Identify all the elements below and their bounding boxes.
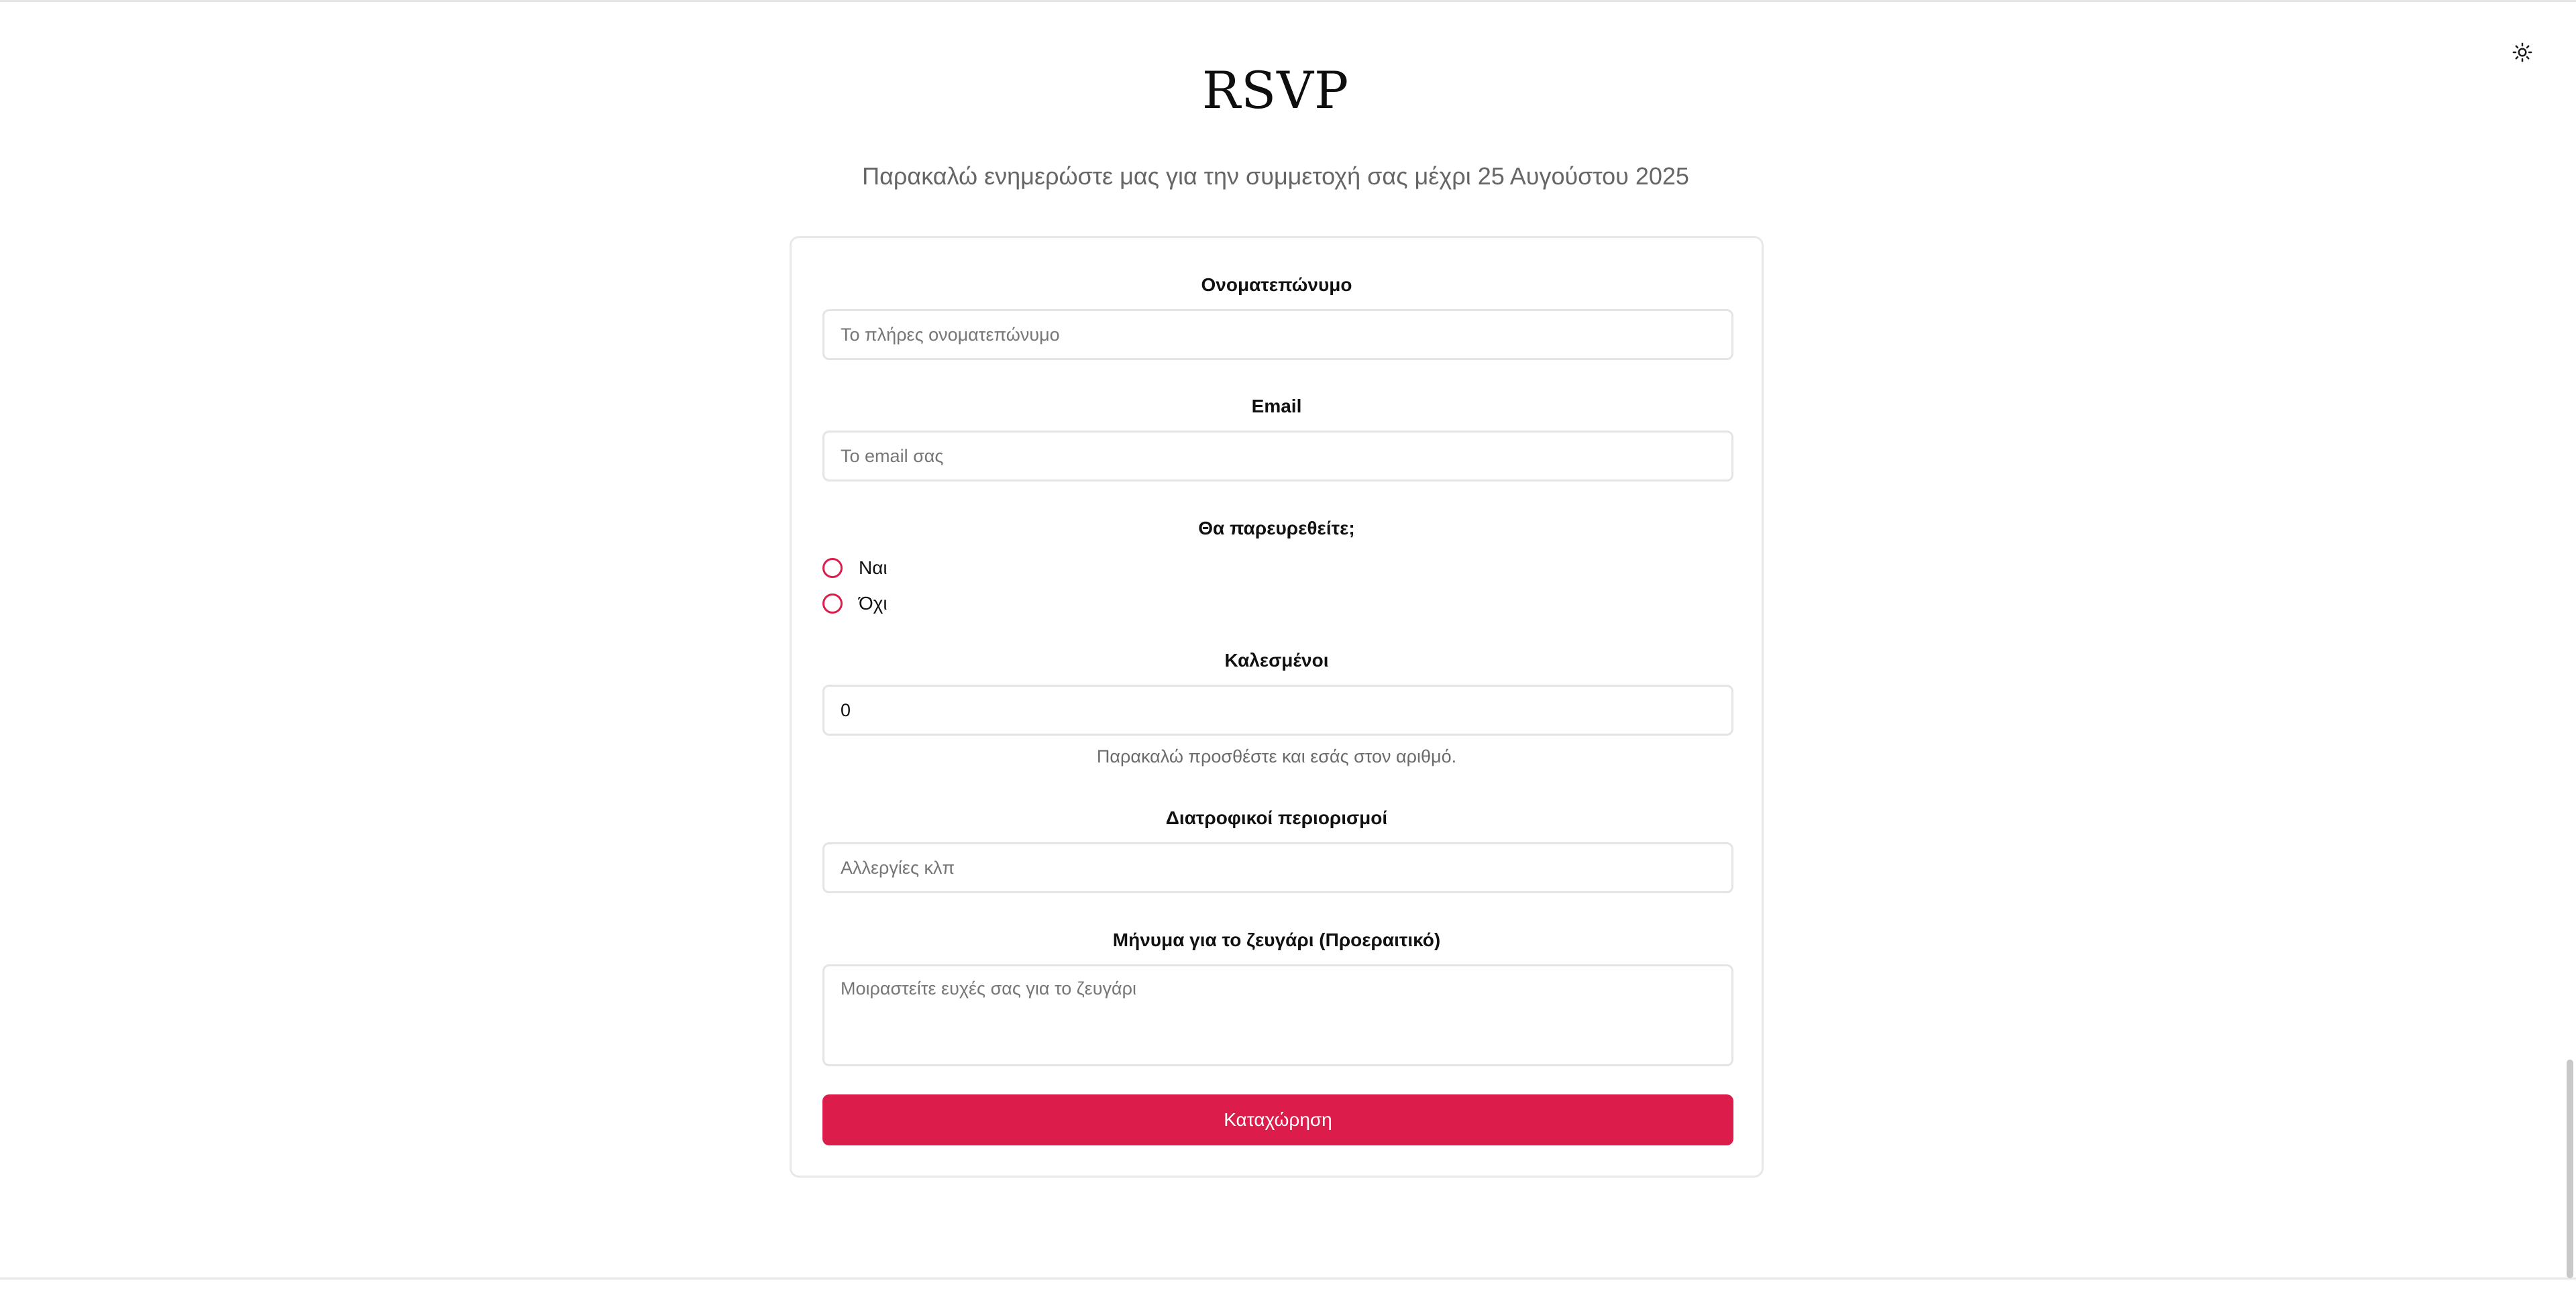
email-label: Email bbox=[1251, 396, 1302, 416]
dietary-input[interactable] bbox=[822, 842, 1733, 893]
radio-yes[interactable] bbox=[822, 558, 843, 578]
attendance-option-no[interactable] bbox=[822, 590, 888, 617]
dietary-label: Διατροφικοί περιορισμοί bbox=[1165, 807, 1388, 828]
message-label: Μήνυμα για το ζευγάρι (Προεραιτικό) bbox=[1112, 929, 1441, 950]
top-divider bbox=[0, 0, 2576, 2]
attendance-option-yes[interactable] bbox=[822, 555, 888, 581]
guests-label: Καλεσμένοι bbox=[1224, 650, 1329, 671]
name-label: Ονοματεπώνυμο bbox=[1201, 274, 1352, 295]
sun-icon bbox=[2512, 42, 2532, 62]
message-textarea[interactable] bbox=[822, 964, 1733, 1066]
attendance-label: Θα παρευρεθείτε; bbox=[1198, 518, 1355, 538]
footer-divider bbox=[0, 1278, 2576, 1280]
page-subtitle: Παρακαλώ ενημερώστε μας για την συμμετοχή σας μέχρι 25 Αυγούστου 2025 bbox=[862, 162, 1689, 190]
name-input[interactable] bbox=[822, 309, 1733, 360]
rsvp-form-card bbox=[790, 236, 1764, 1178]
guests-hint: Παρακαλώ προσθέστε και εσάς στον αριθμό. bbox=[1096, 746, 1457, 767]
radio-no-label: Όχι bbox=[859, 593, 888, 614]
submit-button[interactable] bbox=[822, 1094, 1733, 1145]
radio-no[interactable] bbox=[822, 593, 843, 614]
guests-input[interactable] bbox=[822, 685, 1733, 736]
radio-yes-label: Ναι bbox=[859, 557, 888, 578]
email-input[interactable] bbox=[822, 431, 1733, 481]
page-title: RSVP bbox=[1201, 60, 1350, 120]
page-scrollbar[interactable] bbox=[2567, 1060, 2573, 1278]
submit-button-label: Καταχώρηση bbox=[1224, 1109, 1332, 1130]
